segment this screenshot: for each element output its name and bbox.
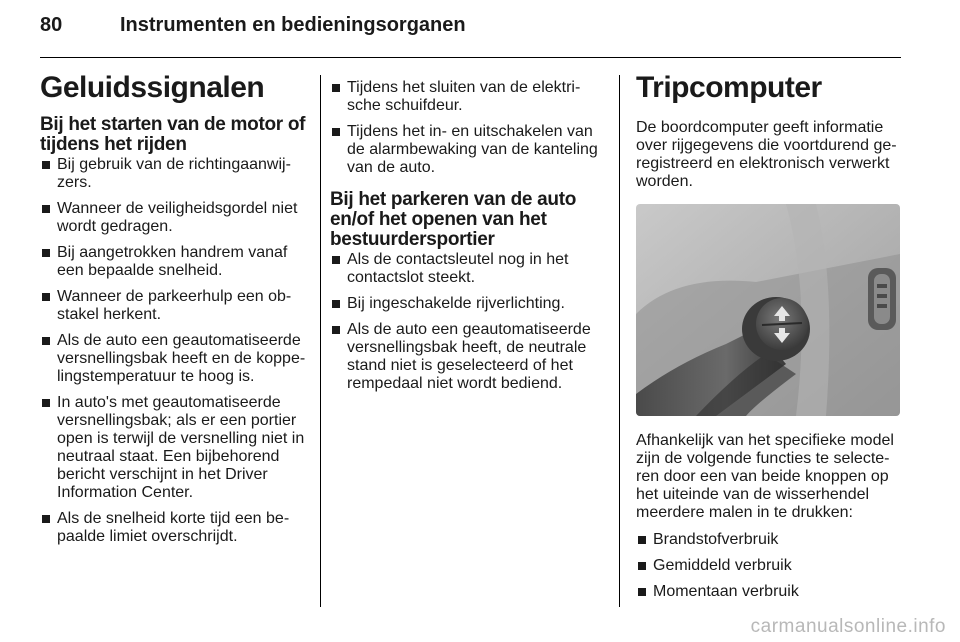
header-rule	[40, 57, 901, 58]
bullet-icon	[42, 399, 50, 407]
bullet-icon	[332, 84, 340, 92]
section-heading-geluidssignalen: Geluidssignalen	[40, 71, 265, 104]
wiper-lever-photo	[636, 204, 900, 416]
column-1	[40, 70, 306, 554]
signal-list-3	[330, 251, 600, 393]
bullet-icon	[638, 562, 646, 570]
tripcomputer-intro: De boordcomputer geeft informatie over rijgegevens die voortdurend geregistreerd en elektronisch verwerkt worden.	[636, 119, 897, 190]
bullet-icon	[332, 300, 340, 308]
list-item: Wanneer de parkeerhulp een obstakel herkent.	[40, 288, 306, 324]
list-item: Tijdens het in- en uitschakelen van de alarmbewaking van de kanteling van de auto.	[330, 123, 600, 177]
bullet-icon	[332, 326, 340, 334]
list-item: Als de contactsleutel nog in het contactslot steekt.	[330, 251, 600, 287]
page-number: 80	[40, 14, 63, 36]
bullet-icon	[42, 293, 50, 301]
column-3	[636, 70, 902, 609]
tripcomputer-functions-intro: Afhankelijk van het specifieke model zijn de volgende functies te selecteren door een van beide knoppen op het uiteinde van de wisserhendel meerdere malen in te drukken:	[636, 432, 894, 521]
column-divider-2	[619, 75, 620, 607]
signal-list-2	[330, 79, 600, 177]
list-item: Momentaan verbruik	[636, 583, 902, 601]
section-heading-tripcomputer: Tripcomputer	[636, 71, 822, 104]
column-2	[330, 79, 600, 401]
bullet-icon	[42, 161, 50, 169]
list-item: Bij gebruik van de richtingaanwijzers.	[40, 156, 306, 192]
list-item: Wanneer de veiligheidsgordel niet wordt gedragen.	[40, 200, 306, 236]
bullet-icon	[42, 249, 50, 257]
subheading-parkeren: Bij het parkeren van de auto en/of het openen van het bestuurdersportier	[330, 189, 577, 250]
list-item: Als de snelheid korte tijd een bepaalde limiet overschrijdt.	[40, 510, 306, 546]
running-title: Instrumenten en bedieningsorganen	[120, 14, 466, 36]
bullet-icon	[42, 515, 50, 523]
watermark: carmanualsonline.info	[750, 616, 946, 637]
column-divider-1	[320, 75, 321, 607]
list-item: Als de auto een geautomatiseerde versnellingsbak heeft en de koppelingstemperatuur te hoog is.	[40, 332, 306, 386]
list-item: Bij ingeschakelde rijverlichting.	[330, 295, 600, 313]
list-item: In auto's met geautomatiseerde versnellingsbak; als er een portier open is terwijl de versnelling niet in neutraal staat. Een bijbehorend bericht verschijnt in het Driver Information Center.	[40, 394, 306, 502]
list-item: Als de auto een geautomatiseerde versnellingsbak heeft, de neutrale stand niet is geselecteerd of het rempedaal niet wordt bediend.	[330, 321, 600, 393]
tripcomputer-function-list	[636, 531, 902, 601]
list-item: Tijdens het sluiten van de elektrische schuifdeur.	[330, 79, 600, 115]
bullet-icon	[42, 337, 50, 345]
bullet-icon	[42, 205, 50, 213]
signal-list-1	[40, 156, 306, 546]
list-item: Gemiddeld verbruik	[636, 557, 902, 575]
list-item: Bij aangetrokken handrem vanaf een bepaalde snelheid.	[40, 244, 306, 280]
wiper-lever-illustration	[636, 204, 900, 416]
bullet-icon	[332, 256, 340, 264]
bullet-icon	[638, 536, 646, 544]
list-item: Brandstofverbruik	[636, 531, 902, 549]
bullet-icon	[332, 128, 340, 136]
subheading-starten: Bij het starten van de motor of tijdens het rijden	[40, 114, 306, 155]
bullet-icon	[638, 588, 646, 596]
